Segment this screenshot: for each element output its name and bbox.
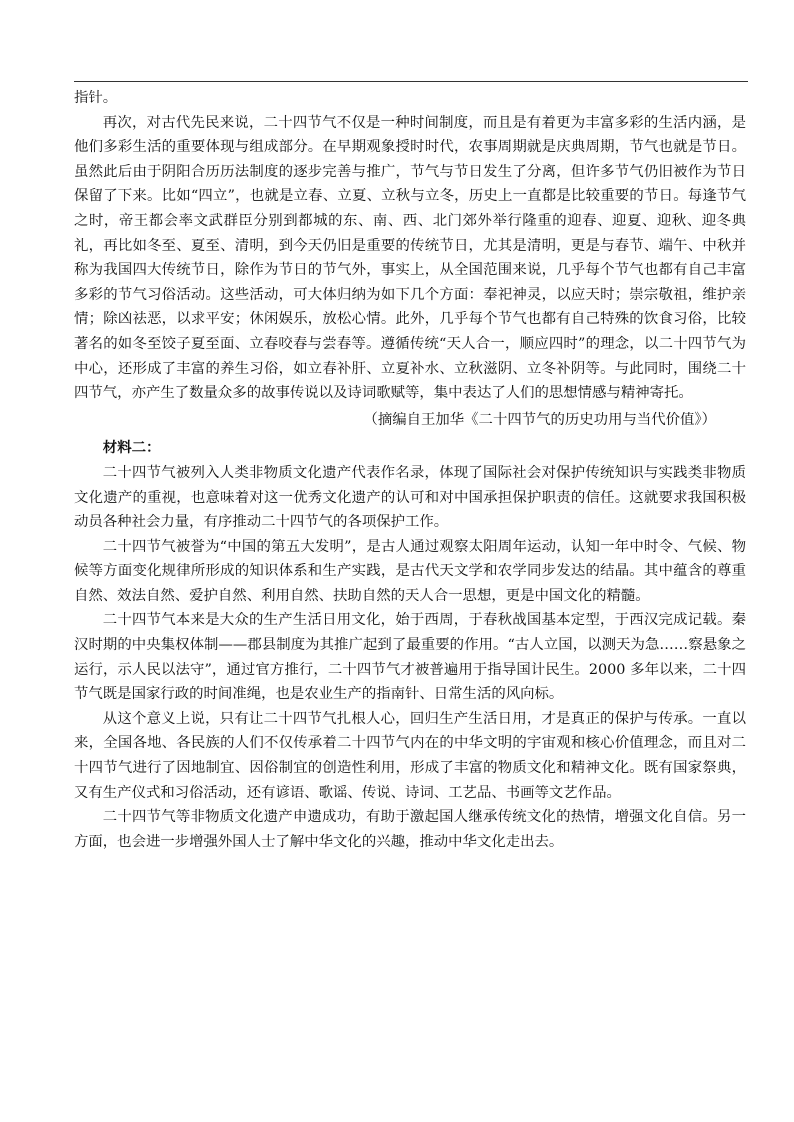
document-body [74, 86, 746, 854]
source-citation: （摘编自王加华《二十四节气的历史功用与当代价值》） [363, 411, 716, 428]
continued-fragment: 指针。 [74, 90, 118, 106]
paragraph-transmission: 从这个意义上说，只有让二十四节气扎根人心，回归生产生活日用，才是真正的保护与传承。一直以来，全国各地、各民族的人们不仅传承着二十四节气内在的中华文明的宇宙观和核心价值理念，而且对二十四节气进行了因地制宜、因俗制宜的创造性利用，形成了丰富的物质文化和精神文化。既有国家祭典，又有生产仪式和习俗活动，还有谚语、歌谣、传说、诗词、工艺品、书画等文艺作品。 [74, 710, 746, 801]
paragraph-cultural-confidence: 二十四节气等非物质文化遗产申遗成功，有助于激起国人继承传统文化的热情，增强文化自信。另一方面，也会进一步增强外国人士了解中华文化的兴趣，推动中华文化走出去。 [74, 809, 746, 850]
paragraph-fifth-invention: 二十四节气被誉为“中国的第五大发明”，是古人通过观察太阳周年运动，认知一年中时令、气候、物候等方面变化规律所形成的知识体系和生产实践，是古代天文学和农学同步发达的结晶。其中蕴含的尊重自然、效法自然、爱护自然、利用自然、扶助自然的天人合一思想，更是中国文化的精髓。 [74, 538, 746, 604]
paragraph-heritage-listing: 二十四节气被列入人类非物质文化遗产代表作名录，体现了国际社会对保护传统知识与实践类非物质文化遗产的重视，也意味着对这一优秀文化遗产的认可和对中国承担保护职责的信任。这就要求我国积极动员各种社会力量，有序推动二十四节气的各项保护工作。 [74, 464, 746, 531]
paragraph-history: 二十四节气本来是大众的生产生活日用文化，始于西周，于春秋战国基本定型，于西汉完成记载。秦汉时期的中央集权体制——郡县制度为其推广起到了最重要的作用。“古人立国，以测天为急……察悬象之运行，示人民以法守”，通过官方推行，二十四节气才被普遍用于指导国计民生。2000 多年以来，二十四节气既是国家行政的时间准绳，也是农业生产的指南针、日常生活的风向标。 [74, 612, 746, 703]
section-heading-material-2: 材料二： [102, 440, 161, 457]
paragraph-solar-terms-life: 再次，对古代先民来说，二十四节气不仅是一种时间制度，而且是有着更为丰富多彩的生活内涵，是他们多彩生活的重要体现与组成部分。在早期观象授时时代，农事周期就是庆典周期，节气也就是节日。虽然此后由于阴阳合历历法制度的逐步完善与推广，节气与节日发生了分离，但许多节气仍旧被作为节日保留了下来。比如“四立”，也就是立春、立夏、立秋与立冬，历史上一直都是比较重要的节日。每逢节气之时，帝王都会率文武群臣分别到都城的东、南、西、北门郊外举行隆重的迎春、迎夏、迎秋、迎冬典礼，再比如冬至、夏至、清明，到今天仍旧是重要的传统节日，尤其是清明，更是与春节、端午、中秋并称为我国四大传统节日，除作为节日的节气外，事实上，从全国范围来说，几乎每个节气也都有自己丰富多彩的节气习俗活动。这些活动，可大体归纳为如下几个方面：奉祀神灵，以应天时；崇宗敬祖，维护亲情；除凶祛恶，以求平安；休闲娱乐，放松心情。此外，几乎每个节气也都有自己特殊的饮食习俗，比较著名的如冬至饺子夏至面、立春咬春与尝春等。遵循传统“天人合一，顺应四时”的理念，以二十四节气为中心，还形成了丰富的养生习俗，如立春补肝、立夏补水、立秋滋阴、立冬补阴等。与此同时，围绕二十四节气，亦产生了数量众多的故事传说以及诗词歌赋等，集中表达了人们的思想情感与精神寄托。 [74, 114, 746, 402]
header-rule [74, 81, 748, 82]
